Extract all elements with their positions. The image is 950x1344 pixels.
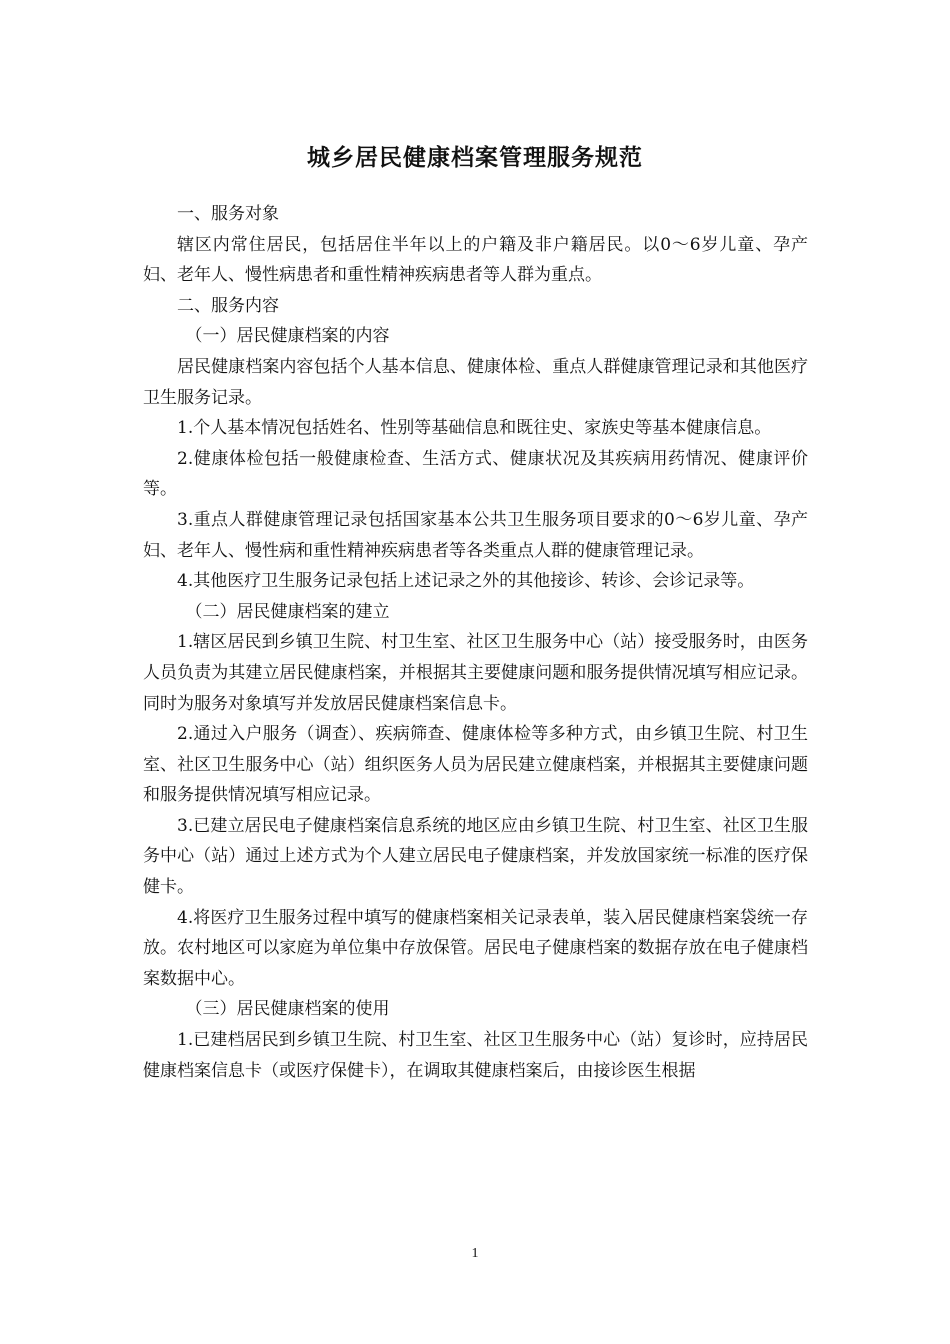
subsection-heading-record-creation: （二）居民健康档案的建立	[185, 601, 390, 622]
page-number: 1	[471, 1246, 479, 1261]
document-body	[143, 199, 808, 1086]
section-heading-service-content: 二、服务内容	[177, 295, 279, 316]
paragraph-service-target: 辖区内常住居民，包括居住半年以上的户籍及非户籍居民。以0～6岁儿童、孕产妇、老年人、慢性病患者和重性精神疾病患者等人群为重点。	[143, 234, 808, 286]
section-heading-service-target: 一、服务对象	[177, 204, 279, 224]
paragraph-record-content-intro: 居民健康档案内容包括个人基本信息、健康体检、重点人群健康管理记录和其他医疗卫生服务记录。	[143, 356, 808, 408]
list-item: 4.其他医疗卫生服务记录包括上述记录之外的其他接诊、转诊、会诊记录等。	[177, 571, 755, 592]
list-item: 1.辖区居民到乡镇卫生院、村卫生室、社区卫生服务中心（站）接受服务时，由医务人员负责为其建立居民健康档案，并根据其主要健康问题和服务提供情况填写相应记录。同时为服务对象填写并发放居民健康档案信息卡。	[143, 632, 808, 714]
subsection-heading-record-usage: （三）居民健康档案的使用	[185, 999, 390, 1020]
subsection-heading-record-content: （一）居民健康档案的内容	[185, 326, 390, 347]
list-item: 3.已建立居民电子健康档案信息系统的地区应由乡镇卫生院、村卫生室、社区卫生服务中心（站）通过上述方式为个人建立居民电子健康档案，并发放国家统一标准的医疗保健卡。	[143, 815, 808, 898]
list-item: 1.个人基本情况包括姓名、性别等基础信息和既往史、家族史等基本健康信息。	[177, 418, 772, 439]
list-item: 3.重点人群健康管理记录包括国家基本公共卫生服务项目要求的0～6岁儿童、孕产妇、老年人、慢性病和重性精神疾病患者等各类重点人群的健康管理记录。	[143, 509, 808, 561]
list-item: 4.将医疗卫生服务过程中填写的健康档案相关记录表单，装入居民健康档案袋统一存放。农村地区可以家庭为单位集中存放保管。居民电子健康档案的数据存放在电子健康档案数据中心。	[143, 907, 808, 989]
list-item: 2.健康体检包括一般健康检查、生活方式、健康状况及其疾病用药情况、健康评价等。	[143, 448, 808, 500]
list-item: 2.通过入户服务（调查）、疾病筛查、健康体检等多种方式，由乡镇卫生院、村卫生室、社区卫生服务中心（站）组织医务人员为居民建立健康档案，并根据其主要健康问题和服务提供情况填写相应记录。	[143, 724, 808, 806]
list-item: 1.已建档居民到乡镇卫生院、村卫生室、社区卫生服务中心（站）复诊时，应持居民健康档案信息卡（或医疗保健卡），在调取其健康档案后，由接诊医生根据	[143, 1030, 808, 1081]
document-title: 城乡居民健康档案管理服务规范	[307, 145, 643, 171]
